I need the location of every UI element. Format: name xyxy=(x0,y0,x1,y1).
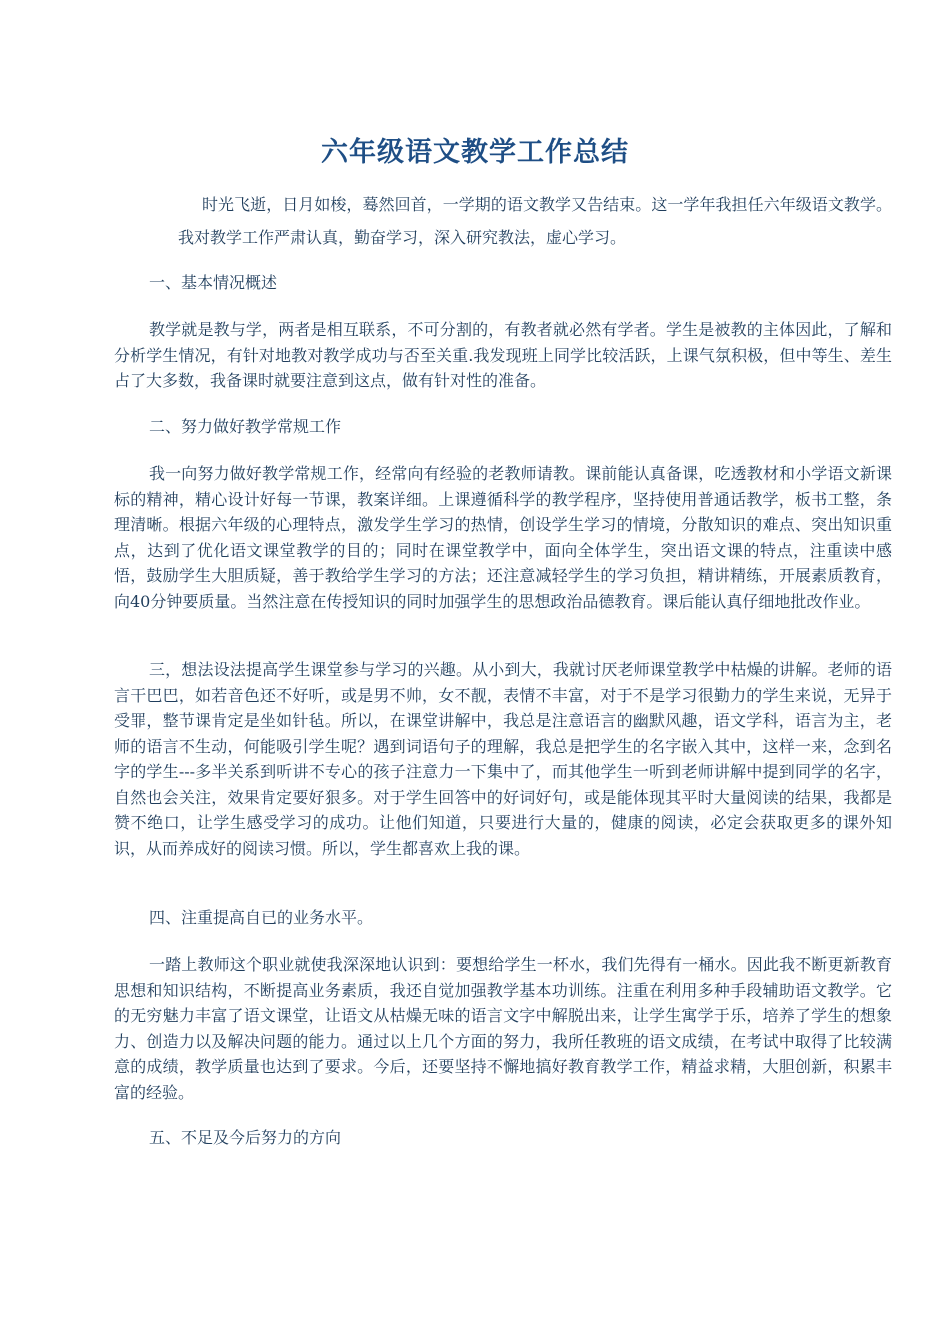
section-body-2: 我一向努力做好教学常规工作，经常向有经验的老教师请教。课前能认真备课，吃透教材和小学语文新课标的精神，精心设计好每一节课，教案详细。上课遵循科学的教学程序，坚持使用普通话教学，板书工整，条理清晰。根据六年级的心理特点，激发学生学习的热情，创设学生学习的情境，分散知识的难点、突出知识重点，达到了优化语文课堂教学的目的；同时在课堂教学中，面向全体学生，突出语文课的特点，注重读中感悟，鼓励学生大胆质疑，善于教给学生学习的方法；还注意减轻学生的学习负担，精讲精练，开展素质教育，向40分钟要质量。当然注意在传授知识的同时加强学生的思想政治品德教育。课后能认真仔细地批改作业。 xyxy=(114,464,892,611)
section-body-1: 教学就是教与学，两者是相互联系，不可分割的，有教者就必然有学者。学生是被教的主体因此，了解和分析学生情况，有针对地教对教学成功与否至关重.我发现班上同学比较活跃，上课气氛积极，但中等生、差生占了大多数，我备课时就要注意到这点，做有针对性的准备。 xyxy=(114,320,892,390)
section-heading-5: 五、不足及今后努力的方向 xyxy=(149,1128,342,1147)
document-title: 六年级语文教学工作总结 xyxy=(321,137,629,168)
section-heading-4: 四、注重提高自已的业务水平。 xyxy=(149,908,374,927)
section-body-4: 一踏上教师这个职业就使我深深地认识到：要想给学生一杯水，我们先得有一桶水。因此我不断更新教育思想和知识结构，不断提高业务素质，我还自觉加强教学基本功训练。注重在利用多种手段辅助语文教学。它的无穷魅力丰富了语文课堂，让语文从枯燥无味的语言文字中解脱出来，让学生寓学于乐，培养了学生的想象力、创造力以及解决问题的能力。通过以上几个方面的努力，我所任教班的语文成绩，在考试中取得了比较满意的成绩，教学质量也达到了要求。今后，还要坚持不懈地搞好教育教学工作，精益求精，大胆创新，积累丰富的经验。 xyxy=(114,955,892,1102)
section-heading-2: 二、努力做好教学常规工作 xyxy=(149,417,342,436)
intro-paragraph: 时光飞逝，日月如梭，蓦然回首，一学期的语文教学又告结束。这一学年我担任六年级语文教学。我对教学工作严肃认真，勤奋学习，深入研究教法，虚心学习。 xyxy=(178,195,892,247)
section-heading-1: 一、基本情况概述 xyxy=(149,273,278,292)
section-body-3: 三，想法设法提高学生课堂参与学习的兴趣。从小到大，我就讨厌老师课堂教学中枯燥的讲解。老师的语言干巴巴，如若音色还不好听，或是男不帅，女不靓，表情不丰富，对于不是学习很勤力的学生来说，无异于受罪，整节课肯定是坐如针毡。所以，在课堂讲解中，我总是注意语言的幽默风趣，语文学科，语言为主，老师的语言不生动，何能吸引学生呢？遇到词语句子的理解，我总是把学生的名字嵌入其中，这样一来，念到名字的学生---多半关系到听讲不专心的孩子注意力一下集中了，而其他学生一听到老师讲解中提到同学的名字，自然也会关注，效果肯定要好狠多。对于学生回答中的好词好句，或是能体现其平时大量阅读的结果，我都是赞不绝口，让学生感受学习的成功。让他们知道，只要进行大量的，健康的阅读，必定会获取更多的课外知识，从而养成好的阅读习惯。所以，学生都喜欢上我的课。 xyxy=(114,660,892,858)
